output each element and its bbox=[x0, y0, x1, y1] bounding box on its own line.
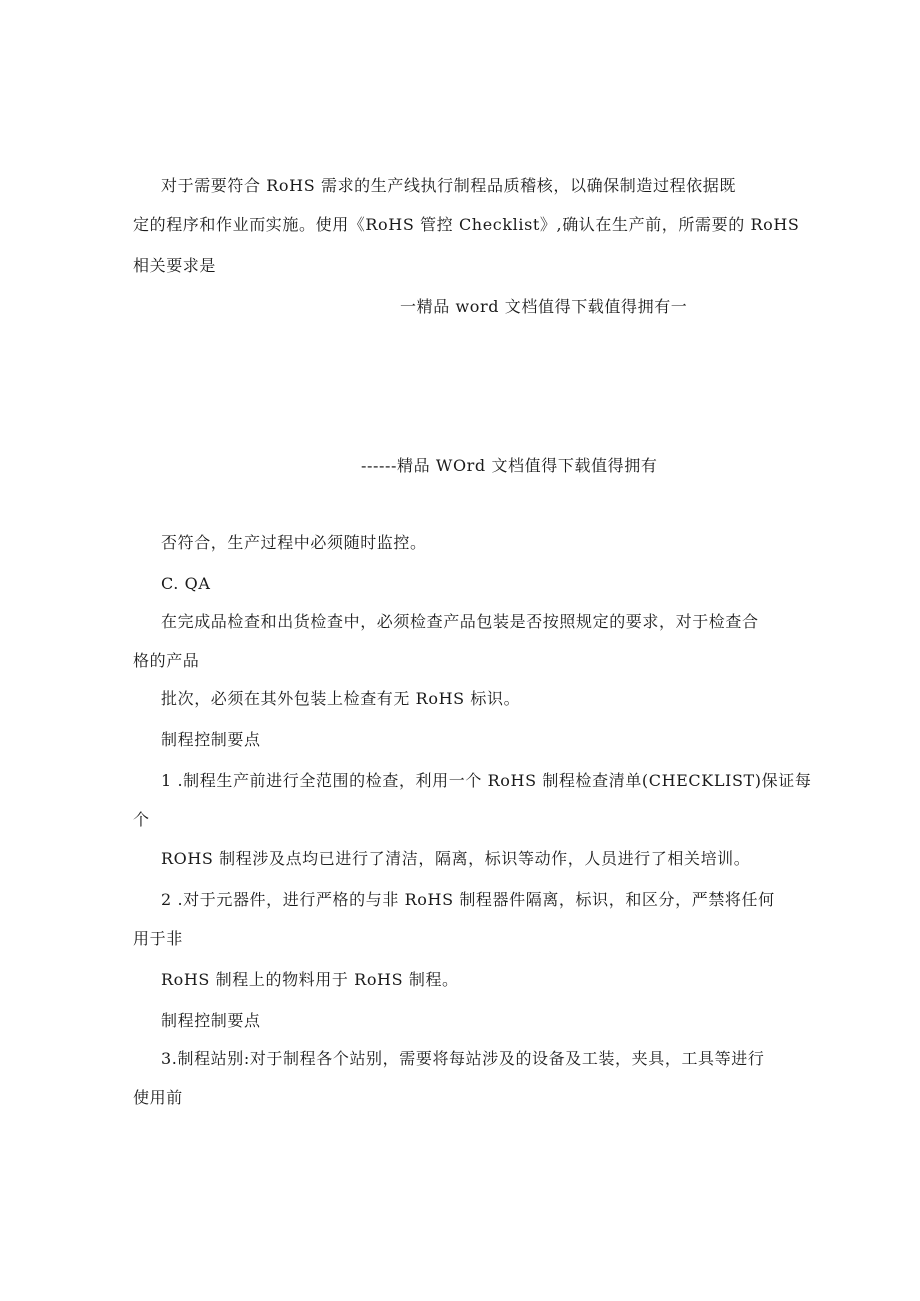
body-line-3: 在完成品检查和出货检查中，必须检查产品包装是否按照规定的要求，对于检查合 bbox=[161, 612, 759, 631]
body-line-15: 使用前 bbox=[133, 1088, 183, 1107]
body-line-14: 3.制程站别:对于制程各个站别，需要将每站涉及的设备及工装，夹具，工具等进行 bbox=[161, 1049, 765, 1068]
body-line-10: 2 .对于元器件，进行严格的与非 RoHS 制程器件隔离，标识，和区分，严禁将任何 bbox=[161, 890, 775, 909]
body-line-8: 个 bbox=[133, 810, 150, 829]
paragraph-line-1: 对于需要符合 RoHS 需求的生产线执行制程品质稽核，以确保制造过程依据既 bbox=[161, 176, 736, 195]
body-line-4: 格的产品 bbox=[133, 651, 200, 670]
body-line-5: 批次，必须在其外包装上检查有无 RoHS 标识。 bbox=[161, 689, 521, 708]
body-line-12: RoHS 制程上的物料用于 RoHS 制程。 bbox=[161, 970, 459, 989]
body-line-1: 否符合，生产过程中必须随时监控。 bbox=[161, 533, 427, 552]
body-line-11: 用于非 bbox=[133, 929, 183, 948]
paragraph-line-3: 相关要求是 bbox=[133, 256, 217, 275]
section-heading-1: 制程控制要点 bbox=[161, 730, 261, 749]
paragraph-line-2: 定的程序和作业而实施。使用《RoHS 管控 Checklist》,确认在生产前，所需要的 RoHS bbox=[133, 215, 800, 234]
body-line-2: C. QA bbox=[161, 574, 211, 593]
page-1-footer: 一精品 word 文档值得下载值得拥有一 bbox=[400, 297, 688, 316]
section-heading-2: 制程控制要点 bbox=[161, 1011, 261, 1030]
body-line-7: 1 .制程生产前进行全范围的检查，利用一个 RoHS 制程检查清单(CHECKLIST)保证每 bbox=[161, 771, 812, 790]
body-line-9: ROHS 制程涉及点均已进行了清洁，隔离，标识等动作，人员进行了相关培训。 bbox=[161, 849, 751, 868]
page-2-header: ------精品 WOrd 文档值得下载值得拥有 bbox=[361, 456, 658, 475]
